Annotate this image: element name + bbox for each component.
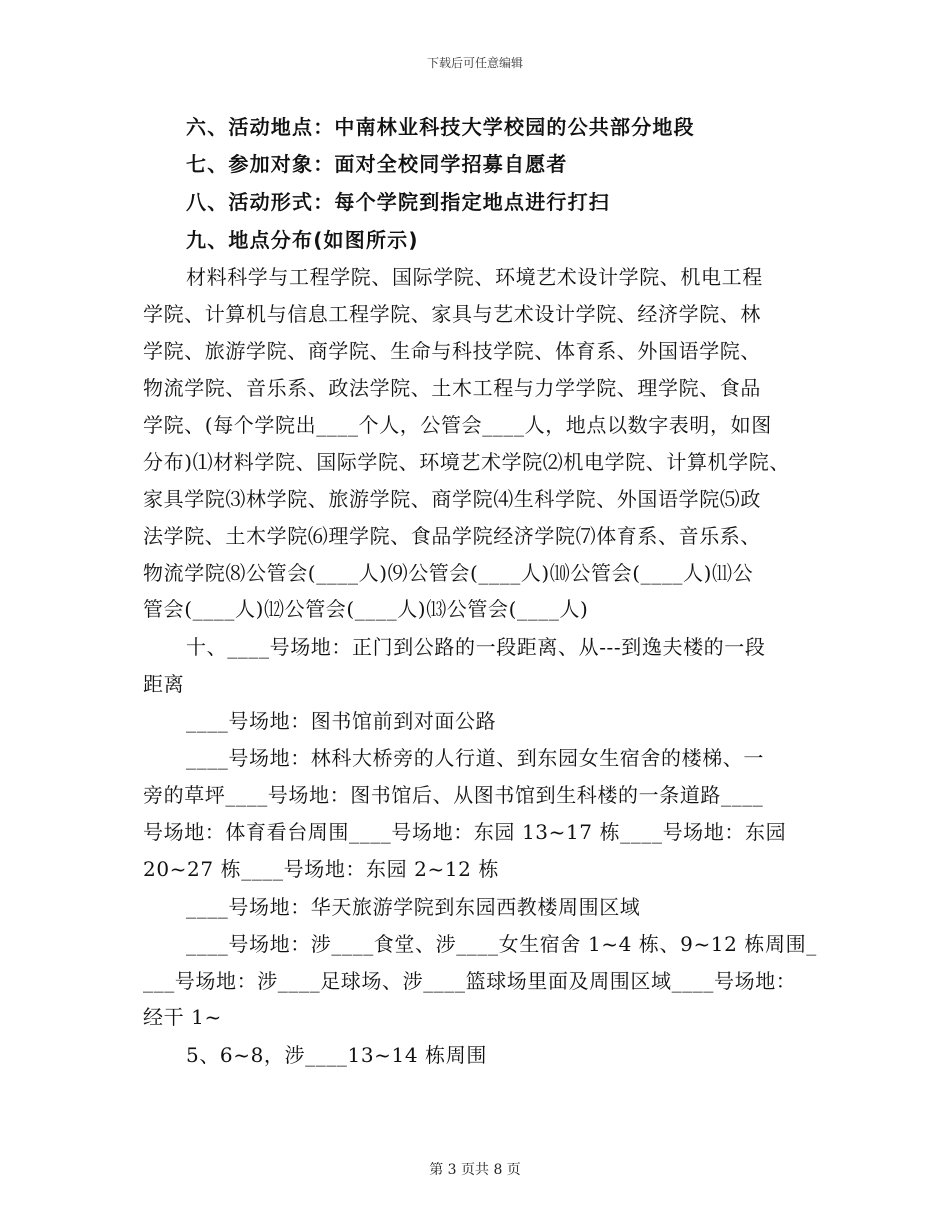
paragraph-line: 物流学院、音乐系、政法学院、土木工程与力学学院、理学院、食品: [143, 376, 761, 400]
section-nine-distribution: 九、地点分布(如图所示): [186, 228, 419, 252]
venue-line: 20~27 栋____号场地：东园 2~12 栋: [143, 857, 500, 881]
paragraph-line: 距离: [143, 672, 185, 696]
venue-line: 经干 1~: [143, 1005, 222, 1029]
venue-line: 号场地：体育看台周围____号场地：东园 13~17 栋____号场地：东园: [143, 820, 787, 844]
venue-line: 旁的草坪____号场地：图书馆后、从图书馆到生科楼的一条道路____: [143, 783, 764, 807]
paragraph-line: 家具学院⑶林学院、旅游学院、商学院⑷生科学院、外国语学院⑸政: [143, 487, 761, 511]
paragraph-line: 学院、计算机与信息工程学院、家具与艺术设计学院、经济学院、林: [143, 302, 761, 326]
venue-line: 5、6~8，涉____13~14 栋周围: [186, 1043, 487, 1067]
paragraph-line: 物流学院⑻公管会(____人)⑼公管会(____人)⑽公管会(____人)⑾公: [143, 561, 754, 585]
venue-line: ____号场地：华天旅游学院到东园西教楼周围区域: [186, 895, 641, 919]
section-ten-venues: 十、____号场地：正门到公路的一段距离、从---到逸夫楼的一段: [186, 635, 766, 659]
venue-line: ____号场地：图书馆前到对面公路: [186, 709, 497, 733]
paragraph-line: 材料科学与工程学院、国际学院、环境艺术设计学院、机电工程: [186, 265, 763, 289]
paragraph-line: 分布)⑴材料学院、国际学院、环境艺术学院⑵机电学院、计算机学院、: [143, 450, 791, 474]
section-seven-participants: 七、参加对象：面对全校同学招募自愿者: [186, 152, 568, 176]
venue-line: ___号场地：涉____足球场、涉____篮球场里面及周围区域____号场地：: [143, 969, 797, 993]
page-footer: 第 3 页共 8 页: [429, 1162, 521, 1178]
paragraph-line: 法学院、土木学院⑹理学院、食品学院经济学院⑺体育系、音乐系、: [143, 524, 761, 548]
page-header: 下载后可任意编辑: [426, 56, 523, 70]
venue-line: ____号场地：涉____食堂、涉____女生宿舍 1~4 栋、9~12 栋周围_: [186, 932, 817, 956]
paragraph-line: 学院、旅游学院、商学院、生命与科技学院、体育系、外国语学院、: [143, 339, 761, 363]
venue-line: ____号场地：林科大桥旁的人行道、到东园女生宿舍的楼梯、一: [186, 746, 764, 770]
paragraph-line: 学院、(每个学院出____个人，公管会____人，地点以数字表明，如图: [143, 413, 772, 437]
section-eight-format: 八、活动形式：每个学院到指定地点进行打扫: [186, 190, 610, 214]
section-six-location: 六、活动地点：中南林业科技大学校园的公共部分地段: [186, 115, 695, 139]
paragraph-line: 管会(____人)⑿公管会(____人)⒀公管会(____人): [143, 597, 589, 621]
